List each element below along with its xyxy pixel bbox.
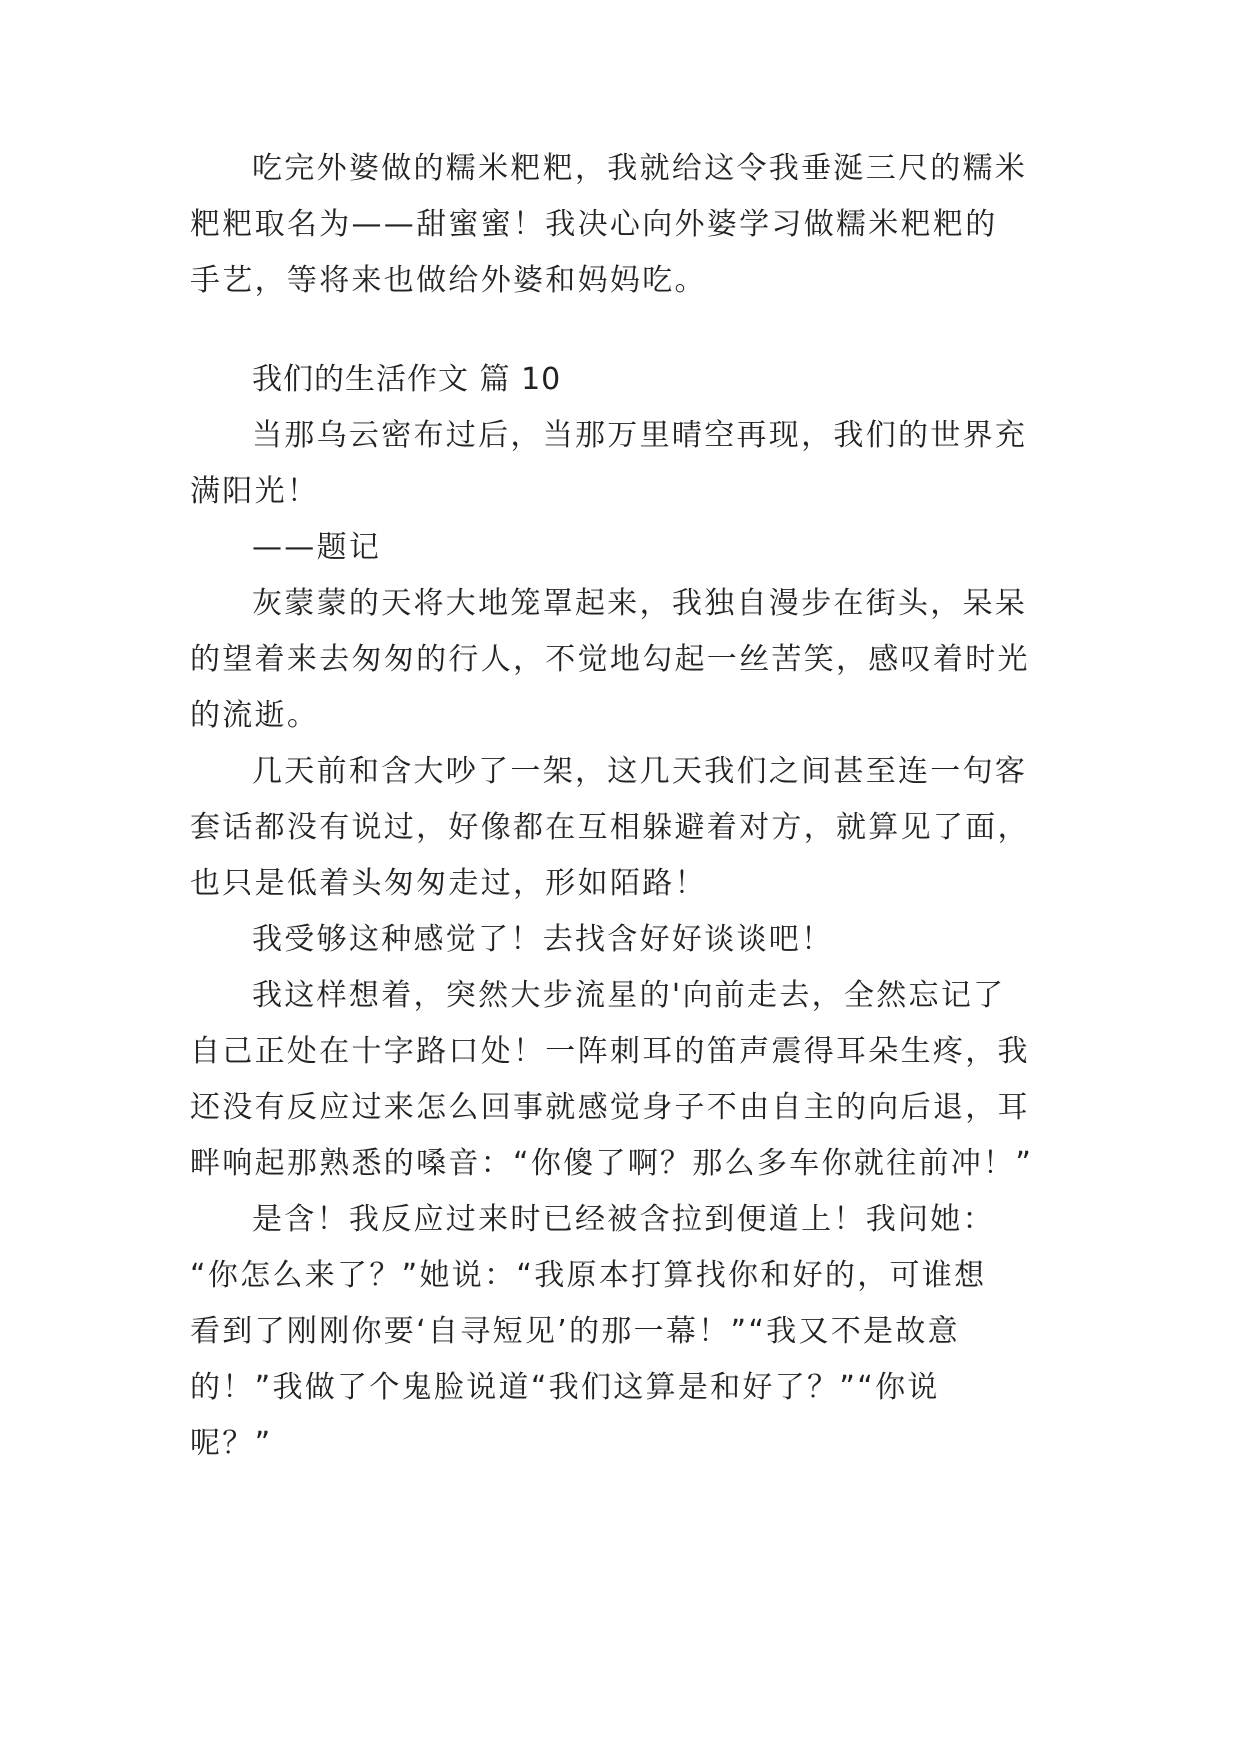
paragraph-6-line-1: 我这样想着，突然大步流星的'向前走去，全然忘记了 — [252, 978, 1006, 1013]
paragraph-7-line-1: 是含！我反应过来时已经被含拉到便道上！我问她： — [252, 1202, 995, 1237]
paragraph-3-line-3: 的流逝。 — [190, 698, 320, 733]
paragraph-2-line-2: 满阳光！ — [190, 474, 320, 509]
paragraph-6-line-2: 自己正处在十字路口处！一阵刺耳的笛声震得耳朵生疼，我 — [190, 1034, 1030, 1069]
paragraph-3-line-2: 的望着来去匆匆的行人，不觉地勾起一丝苦笑，感叹着时光 — [190, 642, 1030, 677]
paragraph-1-line-2: 粑粑取名为——甜蜜蜜！我决心向外婆学习做糯米粑粑的 — [190, 207, 998, 242]
paragraph-5-line-1: 我受够这种感觉了！去找含好好谈谈吧！ — [252, 922, 834, 957]
paragraph-1-line-1: 吃完外婆做的糯米粑粑，我就给这令我垂涎三尺的糯米 — [252, 151, 1028, 186]
paragraph-6-line-4: 畔响起那熟悉的嗓音：“你傻了啊？那么多车你就往前冲！” — [190, 1146, 1034, 1181]
paragraph-7-line-3: 看到了刚刚你要‘自寻短见’的那一幕！”“我又不是故意 — [190, 1314, 960, 1349]
inscription-line: ——题记 — [252, 530, 382, 565]
paragraph-3-line-1: 灰蒙蒙的天将大地笼罩起来，我独自漫步在街头，呆呆 — [252, 586, 1028, 621]
paragraph-4-line-3: 也只是低着头匆匆走过，形如陌路！ — [190, 866, 707, 901]
paragraph-2-line-1: 当那乌云密布过后，当那万里晴空再现，我们的世界充 — [252, 418, 1028, 453]
section-heading: 我们的生活作文 篇 10 — [252, 362, 562, 397]
paragraph-1-line-3: 手艺，等将来也做给外婆和妈妈吃。 — [190, 263, 707, 298]
paragraph-7-line-2: “你怎么来了？”她说：“我原本打算找你和好的，可谁想 — [190, 1258, 987, 1293]
paragraph-7-line-4: 的！”我做了个鬼脸说道“我们这算是和好了？”“你说 — [190, 1370, 940, 1405]
paragraph-4-line-2: 套话都没有说过，好像都在互相躲避着对方，就算见了面， — [190, 810, 1030, 845]
paragraph-4-line-1: 几天前和含大吵了一架，这几天我们之间甚至连一句客 — [252, 754, 1028, 789]
paragraph-7-line-5: 呢？” — [190, 1426, 273, 1461]
paragraph-6-line-3: 还没有反应过来怎么回事就感觉身子不由自主的向后退，耳 — [190, 1090, 1030, 1125]
